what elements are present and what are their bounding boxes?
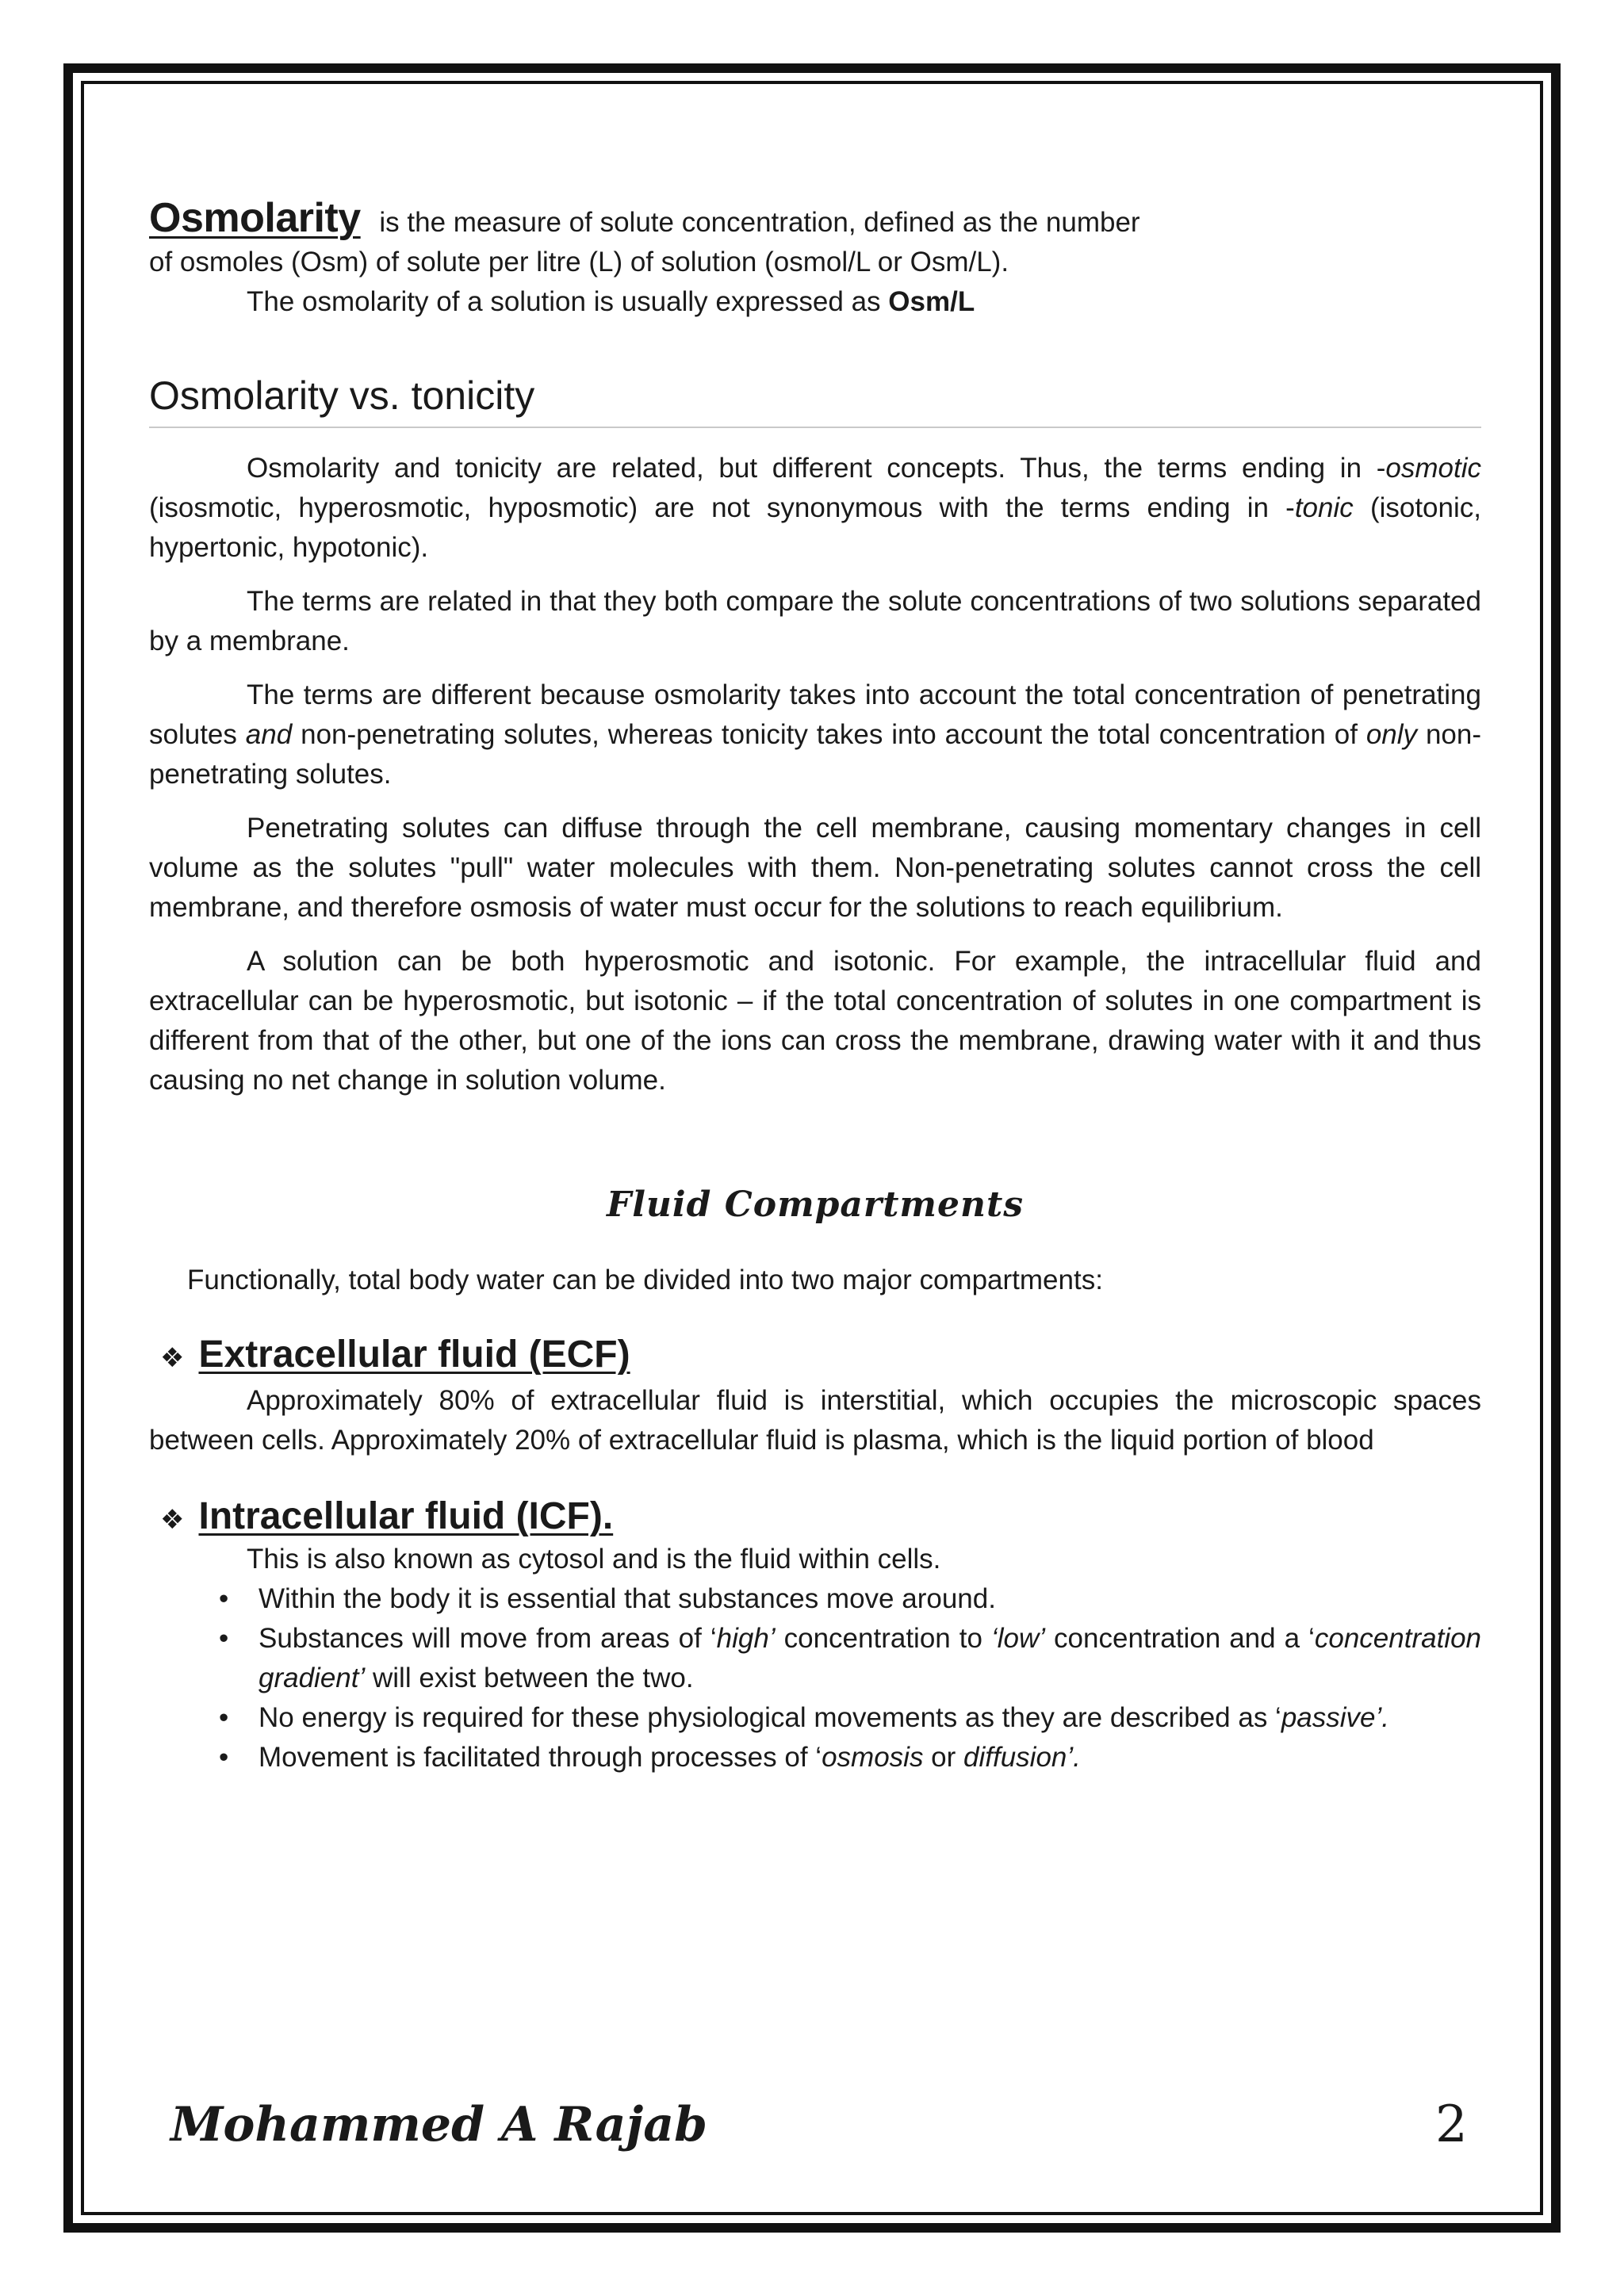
list-item: [259, 1698, 1481, 1738]
p1-text-b: (isosmotic, hyperosmotic, hyposmotic) are not synonymous with the terms ending in -: [149, 492, 1295, 523]
fluid-compartments-title: Fluid Compartments: [606, 1184, 1025, 1225]
author-signature: Mohammed A Rajab: [170, 2097, 708, 2152]
icf-bullet-list: [149, 1579, 1481, 1777]
icf-intro: This is also known as cytosol and is the fluid within cells.: [247, 1544, 941, 1575]
b3-text-a: No energy is required for these physiological movements as they are described as ‘: [259, 1702, 1281, 1733]
p1-text-c: (isotonic, hypertonic, hypotonic).: [149, 492, 1481, 563]
b4-diffusion: diffusion’.: [963, 1742, 1081, 1773]
b2-high: high’: [716, 1623, 776, 1654]
p3-only: only: [1365, 719, 1418, 750]
p3-text-b: non-penetrating solutes, whereas tonicity takes into account the total concentration of: [292, 719, 1366, 750]
osmolarity-definition: [149, 195, 1481, 282]
list-item: [259, 1738, 1481, 1777]
section-heading-osmolarity-vs-tonicity: Osmolarity vs. tonicity: [149, 376, 1481, 428]
b2-low: ‘low’: [990, 1623, 1046, 1654]
page-content: [149, 195, 1481, 1777]
b2-text-c: concentration and a ‘: [1045, 1623, 1315, 1654]
fluid-lead-text: Functionally, total body water can be divided into two major compartments:: [187, 1265, 1103, 1295]
b2-gradient: concentration gradient’: [259, 1623, 1481, 1693]
b2-text-d: will exist between the two.: [365, 1663, 694, 1693]
diamond-bullet-icon: ❖: [160, 1343, 185, 1373]
p3-and: and: [245, 719, 293, 750]
paragraph-4: Penetrating solutes can diffuse through the cell membrane, causing momentary changes in cell volume as the solutes "pull" water molecules with them. Non-penetrating solutes cannot cross the cell membrane, and therefore osmosis of water must occur for the solutions to reach equilibrium.: [149, 813, 1481, 923]
definition-text: is the measure of solute concentration, defined as the number: [379, 207, 1140, 238]
definition-text-line2: of osmoles (Osm) of solute per litre (L) of solution (osmol/L or Osm/L).: [149, 247, 1009, 277]
icf-heading: [160, 1497, 1481, 1540]
ecf-heading-text: Extracellular fluid (ECF): [198, 1334, 630, 1376]
ecf-heading: [160, 1335, 1481, 1378]
p3-text-c: non-penetrating solutes.: [149, 719, 1481, 790]
osmolarity-expressed: [149, 282, 1481, 322]
expressed-unit: Osm/L: [888, 286, 975, 317]
osmolarity-keyword: Osmolarity: [149, 195, 361, 241]
paragraph-2: The terms are related in that they both compare the solute concentrations of two solutions separated by a membrane.: [149, 586, 1481, 656]
paragraph-3: [149, 675, 1481, 794]
paragraph-1: [149, 449, 1481, 568]
p3-text-a: The terms are different because osmolarity takes into account the total concentration of penetrating solutes: [149, 679, 1481, 750]
icf-heading-text: Intracellular fluid (ICF).: [198, 1495, 614, 1537]
b3-passive: passive’.: [1281, 1702, 1389, 1733]
p1-text-a: Osmolarity and tonicity are related, but different concepts. Thus, the terms ending in -: [247, 453, 1386, 484]
list-item: [259, 1619, 1481, 1698]
b2-text-a: Substances will move from areas of ‘: [259, 1623, 717, 1654]
b2-text-b: concentration to: [775, 1623, 991, 1654]
list-item: • Within the body it is essential that substances move around.: [259, 1579, 1481, 1619]
paragraph-5: A solution can be both hyperosmotic and isotonic. For example, the intracellular fluid and extracellular can be hyperosmotic, but isotonic – if the total concentration of solutes in one compartment is different from that of the other, but one of the ions can cross the membrane, drawing water with it and thus causing no net change in solution volume.: [149, 946, 1481, 1096]
diamond-bullet-icon: ❖: [160, 1505, 185, 1535]
ecf-paragraph: Approximately 80% of extracellular fluid is interstitial, which occupies the microscopic spaces between cells. Approximately 20% of extracellular fluid is plasma, which is the liquid portion of blood: [149, 1385, 1481, 1456]
p1-osmotic: osmotic: [1385, 453, 1481, 484]
b4-or: or: [923, 1742, 964, 1773]
p1-tonic: tonic: [1294, 492, 1354, 523]
b4-text-a: Movement is facilitated through processes of ‘: [259, 1742, 822, 1773]
expressed-prefix: The osmolarity of a solution is usually expressed as: [247, 286, 881, 317]
b4-osmosis: osmosis: [822, 1742, 924, 1773]
page-number: 2: [1435, 2095, 1468, 2154]
